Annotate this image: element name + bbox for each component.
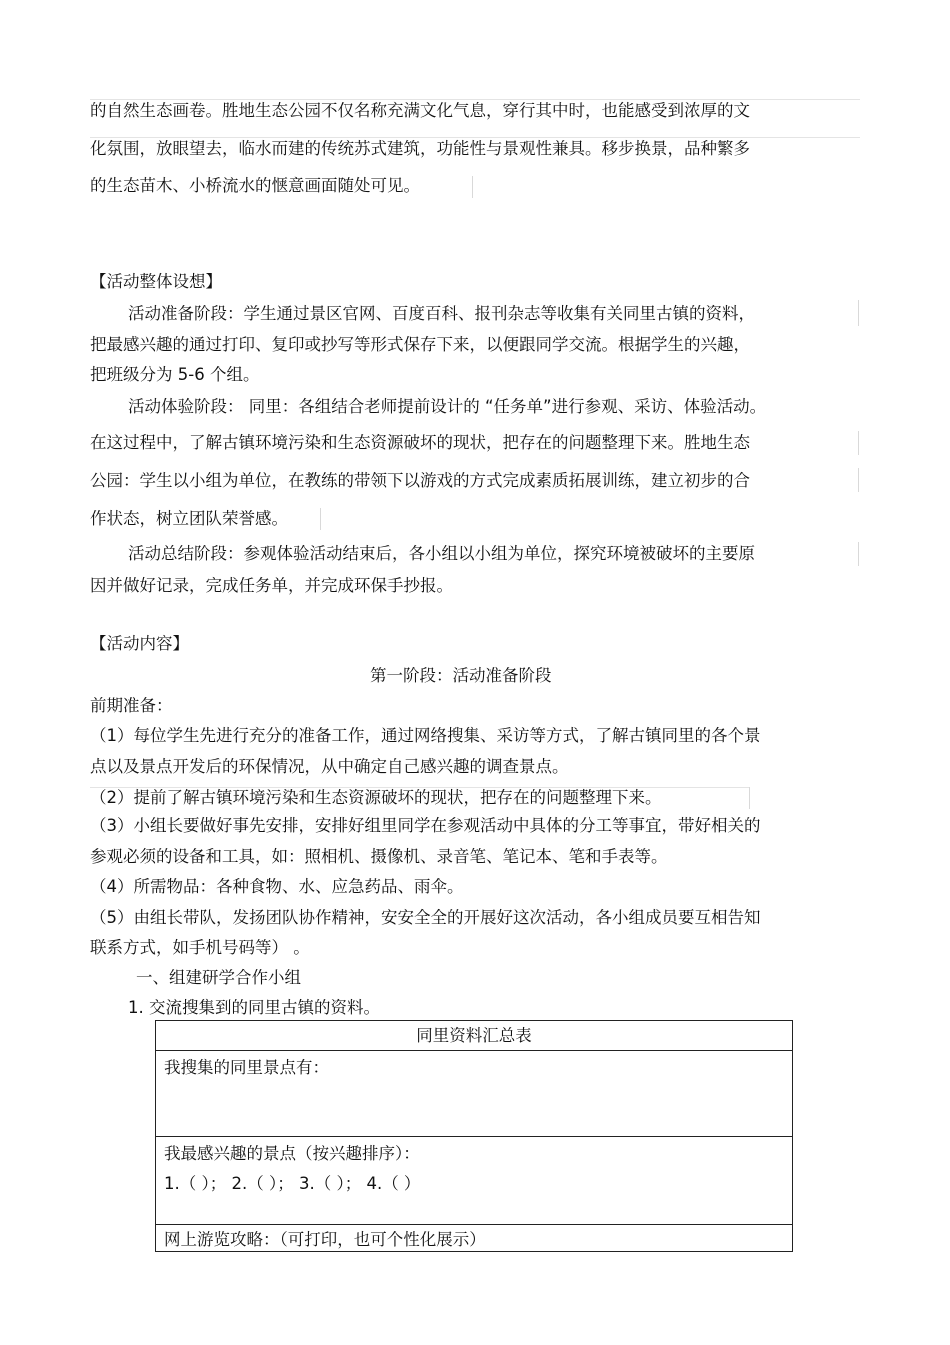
overall-plan-line: 作状态，树立团队荣誉感。 [90, 509, 288, 528]
prep-item-line: （3）小组长要做好事先安排，安排好组里同学在参观活动中具体的分工等事宜，带好相关的 [90, 816, 761, 835]
intro-paragraph-line: 化氛围，放眼望去，临水而建的传统苏式建筑，功能性与景观性兼具。移步换景，品种繁多 [90, 139, 750, 158]
prep-item-line: （4）所需物品：各种食物、水、应急药品、雨伞。 [90, 877, 464, 896]
intro-paragraph-line: 的生态苗木、小桥流水的惬意画面随处可见。 [90, 176, 420, 195]
overall-plan-line: 因并做好记录，完成任务单，并完成环保手抄报。 [90, 576, 453, 595]
prep-item-line: （1）每位学生先进行充分的准备工作，通过网络搜集、采访等方式，了解古镇同里的各个景 [90, 726, 761, 745]
collected-sites-label: 我搜集的同里景点有： [164, 1058, 329, 1077]
table-row [156, 1224, 792, 1254]
summary-table [155, 1020, 793, 1252]
intro-paragraph-line: 的自然生态画卷。胜地生态公园不仅名称充满文化气息，穿行其中时，也能感受到浓厚的文 [90, 101, 750, 120]
overall-plan-heading: 【活动整体设想】 [90, 272, 222, 291]
scan-guide-line [858, 542, 859, 566]
prep-label: 前期准备： [90, 696, 173, 715]
scan-guide-line [749, 787, 750, 809]
table-row [156, 1136, 792, 1225]
overall-plan-line: 把班级分为 5-6 个组。 [90, 365, 260, 384]
activity-content-heading: 【活动内容】 [90, 634, 189, 653]
favorite-sites-ranking: 1.（ ）； 2.（ ）； 3.（ ）； 4.（ ） [164, 1174, 421, 1193]
online-guide-label: 网上游览攻略：（可打印，也可个性化展示） [164, 1230, 486, 1249]
list-item: 1. 交流搜集到的同里古镇的资料。 [128, 998, 380, 1017]
table-row [156, 1050, 792, 1137]
overall-plan-line: 在这过程中，了解古镇环境污染和生态资源破坏的现状，把存在的问题整理下来。胜地生态 [90, 433, 750, 452]
scan-guide-line [858, 431, 859, 455]
overall-plan-line: 活动体验阶段： 同里：各组结合老师提前设计的 “任务单”进行参观、采访、体验活动。 [128, 397, 767, 416]
overall-plan-line: 活动总结阶段：参观体验活动结束后，各小组以小组为单位，探究环境被破坏的主要原 [128, 544, 755, 563]
section-title: 一、组建研学合作小组 [136, 968, 301, 987]
overall-plan-line: 公园：学生以小组为单位，在教练的带领下以游戏的方式完成素质拓展训练，建立初步的合 [90, 471, 750, 490]
favorite-sites-label: 我最感兴趣的景点（按兴趣排序）： [164, 1144, 420, 1163]
prep-item-line: 点以及景点开发后的环保情况，从中确定自己感兴趣的调查景点。 [90, 757, 569, 776]
scan-guide-line [320, 508, 321, 530]
scan-guide-line [858, 468, 859, 492]
scan-guide-line [90, 99, 860, 100]
overall-plan-line: 活动准备阶段：学生通过景区官网、百度百科、报刊杂志等收集有关同里古镇的资料， [128, 304, 755, 323]
prep-item-line: （5）由组长带队，发扬团队协作精神，安安全全的开展好这次活动，各小组成员要互相告知 [90, 908, 761, 927]
stage-title: 第一阶段：活动准备阶段 [370, 666, 552, 685]
table-title-row [156, 1021, 792, 1050]
overall-plan-line: 把最感兴趣的通过打印、复印或抄写等形式保存下来，以便跟同学交流。根据学生的兴趣， [90, 335, 750, 354]
scan-guide-line [858, 300, 859, 326]
scan-guide-line [90, 137, 860, 138]
prep-item-line: 联系方式，如手机号码等） 。 [90, 938, 310, 957]
prep-item-line: （2）提前了解古镇环境污染和生态资源破坏的现状，把存在的问题整理下来。 [90, 788, 662, 807]
scan-guide-line [472, 176, 473, 198]
prep-item-line: 参观必须的设备和工具，如：照相机、摄像机、录音笔、笔记本、笔和手表等。 [90, 847, 668, 866]
table-title: 同里资料汇总表 [416, 1026, 532, 1045]
